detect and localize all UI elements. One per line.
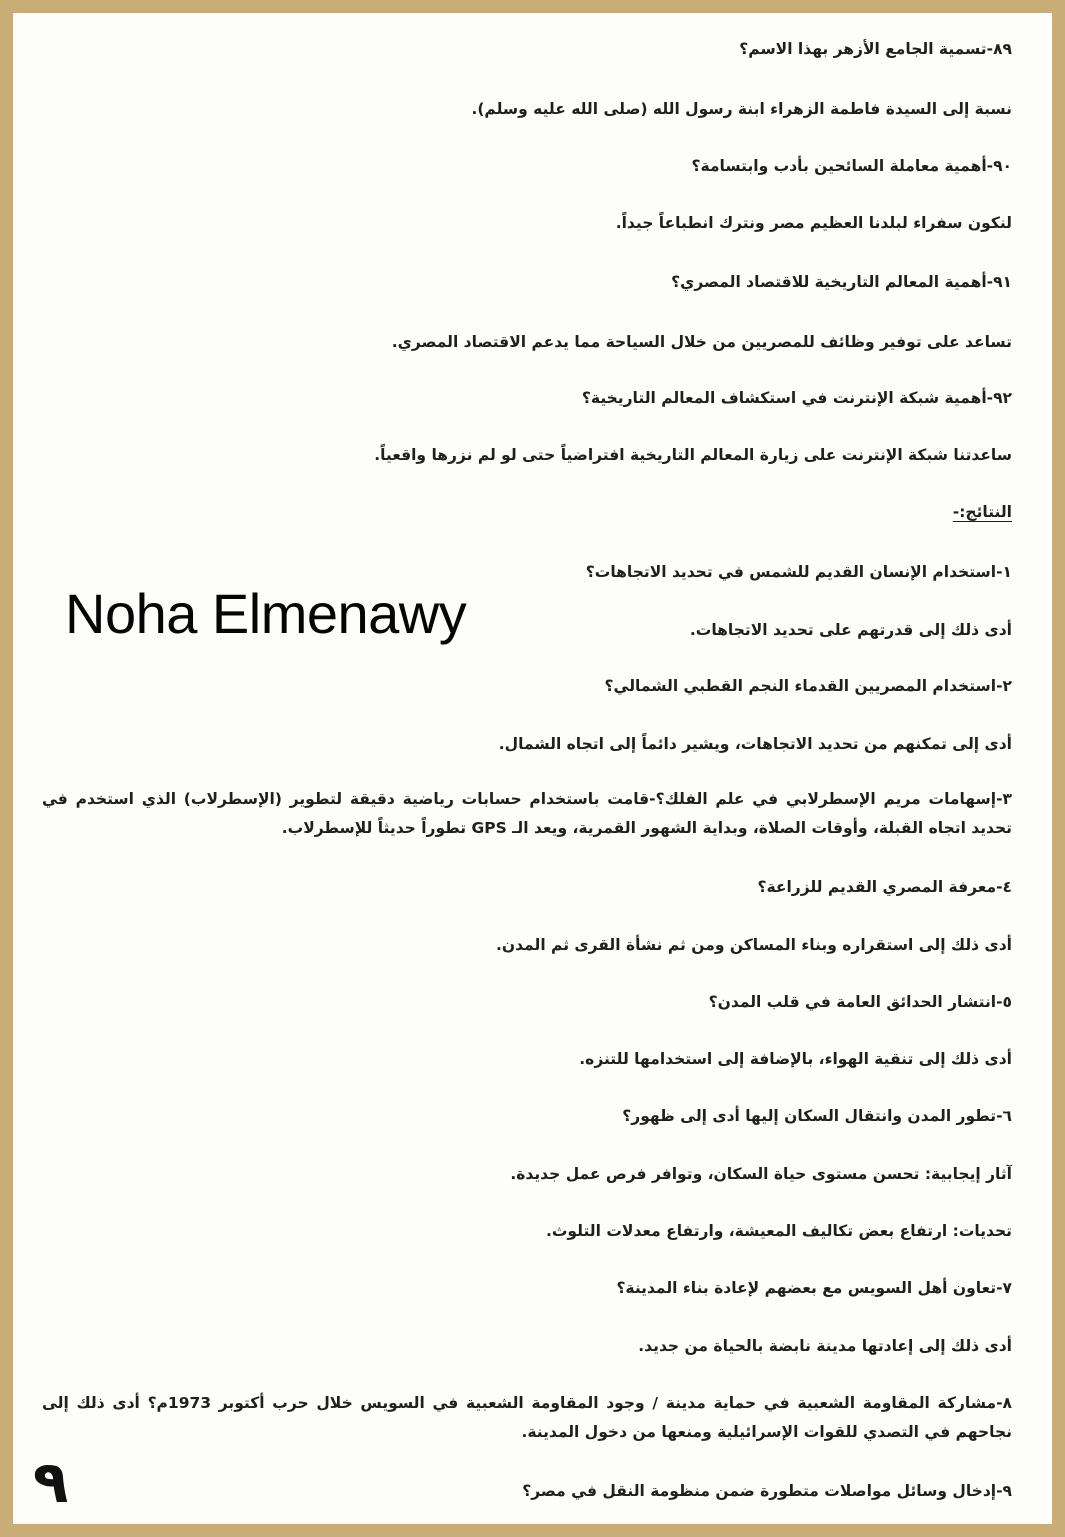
answer-result-2: أدى إلى تمكنهم من تحديد الاتجاهات، ويشير دائماً إلى اتجاه الشمال. bbox=[498, 735, 1012, 753]
question-result-6: ٦-تطور المدن وانتقال السكان إليها أدى إلى ظهور؟ bbox=[622, 1107, 1012, 1125]
answer-91: تساعد على توفير وظائف للمصريين من خلال السياحة مما يدعم الاقتصاد المصري. bbox=[391, 333, 1012, 351]
paragraph-result-3: ٣-إسهامات مريم الإسطرلابي في علم الفلك؟-قامت باستخدام حسابات رياضية دقيقة لتطوير (الإسطرلاب) الذي استخدم في تحديد اتجاه القبلة، وأوقات الصلاة، وبداية الشهور القمرية، ويعد الـ GPS تطوراً حديثاً للإسطرلاب. bbox=[42, 790, 1012, 837]
answer-92: ساعدتنا شبكة الإنترنت على زيارة المعالم التاريخية افتراضياً حتى لو لم نزرها واقعياً. bbox=[374, 446, 1012, 464]
question-result-1: ١-استخدام الإنسان القديم للشمس في تحديد الاتجاهات؟ bbox=[585, 563, 1012, 581]
answer-result-6-challenges: تحديات: ارتفاع بعض تكاليف المعيشة، وارتفاع معدلات التلوث. bbox=[545, 1222, 1012, 1240]
answer-result-5: أدى ذلك إلى تنقية الهواء، بالإضافة إلى استخدامها للتنزه. bbox=[579, 1050, 1012, 1068]
question-89: ٨٩-تسمية الجامع الأزهر بهذا الاسم؟ bbox=[739, 40, 1012, 58]
author-watermark: Noha Elmenawy bbox=[65, 582, 467, 645]
question-result-7: ٧-تعاون أهل السويس مع بعضهم لإعادة بناء المدينة؟ bbox=[616, 1279, 1012, 1297]
answer-90: لنكون سفراء لبلدنا العظيم مصر ونترك انطباعاً جيداً. bbox=[615, 214, 1012, 232]
answer-result-6-positive: آثار إيجابية: تحسن مستوى حياة السكان، وتوافر فرص عمل جديدة. bbox=[510, 1165, 1012, 1183]
paragraph-result-8: ٨-مشاركة المقاومة الشعبية في حماية مدينة / وجود المقاومة الشعبية في السويس خلال حرب أكتوبر 1973م؟ أدى ذلك إلى نجاحهم في التصدي للقوات الإسرائيلية ومنعها من دخول المدينة. bbox=[42, 1394, 1012, 1441]
question-92: ٩٢-أهمية شبكة الإنترنت في استكشاف المعالم التاريخية؟ bbox=[581, 389, 1012, 407]
question-90: ٩٠-أهمية معاملة السائحين بأدب وابتسامة؟ bbox=[691, 157, 1012, 175]
answer-result-7: أدى ذلك إلى إعادتها مدينة نابضة بالحياة من جديد. bbox=[638, 1337, 1012, 1355]
question-result-2: ٢-استخدام المصريين القدماء النجم القطبي الشمالي؟ bbox=[604, 677, 1012, 695]
answer-result-1: أدى ذلك إلى قدرتهم على تحديد الاتجاهات. bbox=[689, 621, 1012, 639]
document-page bbox=[13, 13, 1052, 1524]
results-heading: النتائج:- bbox=[952, 503, 1012, 521]
question-result-4: ٤-معرفة المصري القديم للزراعة؟ bbox=[757, 878, 1012, 896]
question-result-5: ٥-انتشار الحدائق العامة في قلب المدن؟ bbox=[708, 993, 1012, 1011]
question-result-9: ٩-إدخال وسائل مواصلات متطورة ضمن منظومة النقل في مصر؟ bbox=[522, 1482, 1012, 1500]
answer-89: نسبة إلى السيدة فاطمة الزهراء ابنة رسول الله (صلى الله عليه وسلم). bbox=[471, 100, 1012, 118]
question-91: ٩١-أهمية المعالم التاريخية للاقتصاد المصري؟ bbox=[671, 273, 1012, 291]
page-number: ٩ bbox=[33, 1448, 69, 1516]
answer-result-4: أدى ذلك إلى استقراره وبناء المساكن ومن ثم نشأة القرى ثم المدن. bbox=[496, 936, 1012, 954]
